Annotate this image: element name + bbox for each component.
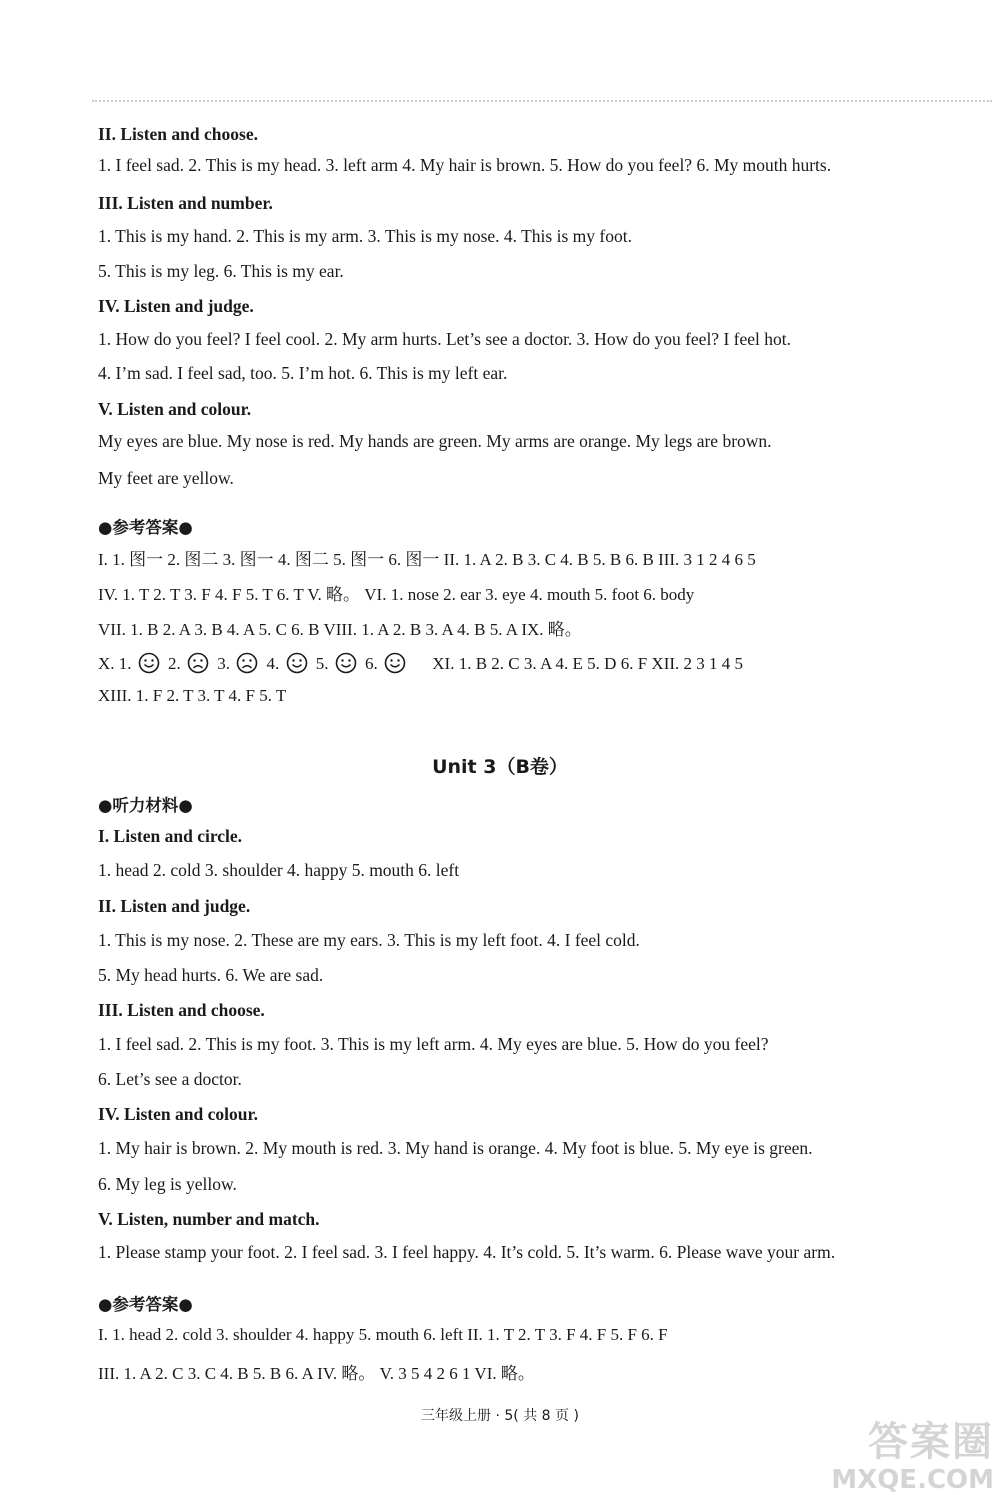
answer-x-num: 2. (168, 654, 181, 673)
answer-line: I. 1. 图一 2. 图二 3. 图一 4. 图二 5. 图一 6. 图一 II. 1. A 2. B 3. C 4. B 5. B 6. B III. 3 1 2 4 6 5 (98, 550, 756, 569)
text-line: 1. This is my hand. 2. This is my arm. 3. This is my nose. 4. This is my foot. (98, 226, 632, 246)
answer-x-num: 4. (266, 654, 280, 673)
heading-listen-and-judge: IV. Listen and judge. (98, 296, 254, 316)
text-line: 1. Please stamp your foot. 2. I feel sad. 3. I feel happy. 4. It’s cold. 5. It’s warm. 6. Please wave your arm. (98, 1242, 836, 1262)
text-line: 1. How do you feel? I feel cool. 2. My arm hurts. Let’s see a doctor. 3. How do you feel? I feel hot. (98, 329, 791, 349)
unit-title: Unit 3（B卷） (432, 756, 568, 778)
answer-x-num: 3. (217, 654, 231, 673)
top-dotted-divider (92, 100, 992, 102)
answer-line: IV. 1. T 2. T 3. F 4. F 5. T 6. T V. 略。 VI. 1. nose 2. ear 3. eye 4. mouth 5. foot 6. body (98, 585, 695, 604)
sad-face-icon (187, 652, 209, 674)
watermark-text: 答案圈 (868, 1419, 994, 1465)
sad-face-icon (236, 652, 258, 674)
page-footer: 三年级上册 · 5( 共 8 页 ) (421, 1408, 579, 1424)
text-line: 1. This is my nose. 2. These are my ears. 3. This is my left foot. 4. I feel cold. (98, 930, 640, 950)
text-line: 5. This is my leg. 6. This is my ear. (98, 261, 344, 281)
heading-listen-number-match: V. Listen, number and match. (98, 1209, 320, 1229)
text-line: My eyes are blue. My nose is red. My hands are green. My arms are orange. My legs are brown. (98, 431, 772, 451)
watermark-url: MXQE.COM (831, 1465, 994, 1495)
text-line: 1. head 2. cold 3. shoulder 4. happy 5. mouth 6. left (98, 860, 460, 880)
heading-listen-and-colour: IV. Listen and colour. (98, 1104, 258, 1124)
listening-material-heading: ●听力材料● (98, 796, 193, 815)
text-line: 6. Let’s see a doctor. (98, 1069, 242, 1089)
text-line: 6. My leg is yellow. (98, 1174, 237, 1194)
answer-line: I. 1. head 2. cold 3. shoulder 4. happy 5. mouth 6. left II. 1. T 2. T 3. F 4. F 5. F 6. F (98, 1325, 668, 1344)
happy-face-icon (384, 652, 406, 674)
happy-face-icon (138, 652, 160, 674)
heading-listen-and-colour: V. Listen and colour. (98, 399, 252, 419)
answer-x-suffix: XI. 1. B 2. C 3. A 4. E 5. D 6. F XII. 2 3 1 4 5 (432, 654, 744, 673)
answer-line: III. 1. A 2. C 3. C 4. B 5. B 6. A IV. 略。 V. 3 5 4 2 6 1 VI. 略。 (98, 1364, 535, 1383)
text-line: My feet are yellow. (98, 468, 234, 488)
text-line: 1. My hair is brown. 2. My mouth is red. 3. My hand is orange. 4. My foot is blue. 5. My eye is green. (98, 1138, 813, 1158)
watermark-logo (764, 1410, 994, 1495)
answer-x-num: 6. (365, 654, 378, 673)
answer-x-num: 5. (315, 654, 329, 673)
text-line: 5. My head hurts. 6. We are sad. (98, 965, 324, 985)
answers-heading: ●参考答案● (98, 518, 193, 537)
happy-face-icon (335, 652, 357, 674)
answer-line-faces (98, 652, 743, 674)
text-line: 1. I feel sad. 2. This is my foot. 3. This is my left arm. 4. My eyes are blue. 5. How do you feel? (98, 1034, 769, 1054)
heading-listen-and-circle: I. Listen and circle. (98, 826, 243, 846)
happy-face-icon (286, 652, 308, 674)
answer-line: XIII. 1. F 2. T 3. T 4. F 5. T (98, 686, 287, 705)
heading-listen-and-choose: II. Listen and choose. (98, 124, 258, 144)
heading-listen-and-number: III. Listen and number. (98, 193, 273, 213)
answer-x-prefix: X. 1. (98, 654, 132, 673)
text-line: 1. I feel sad. 2. This is my head. 3. left arm 4. My hair is brown. 5. How do you feel? 6. My mouth hurts. (98, 155, 832, 175)
answer-line: VII. 1. B 2. A 3. B 4. A 5. C 6. B VIII. 1. A 2. B 3. A 4. B 5. A IX. 略。 (98, 620, 582, 639)
heading-listen-and-judge: II. Listen and judge. (98, 896, 251, 916)
heading-listen-and-choose: III. Listen and choose. (98, 1000, 265, 1020)
text-line: 4. I’m sad. I feel sad, too. 5. I’m hot. 6. This is my left ear. (98, 363, 508, 383)
answers-heading: ●参考答案● (98, 1295, 193, 1314)
